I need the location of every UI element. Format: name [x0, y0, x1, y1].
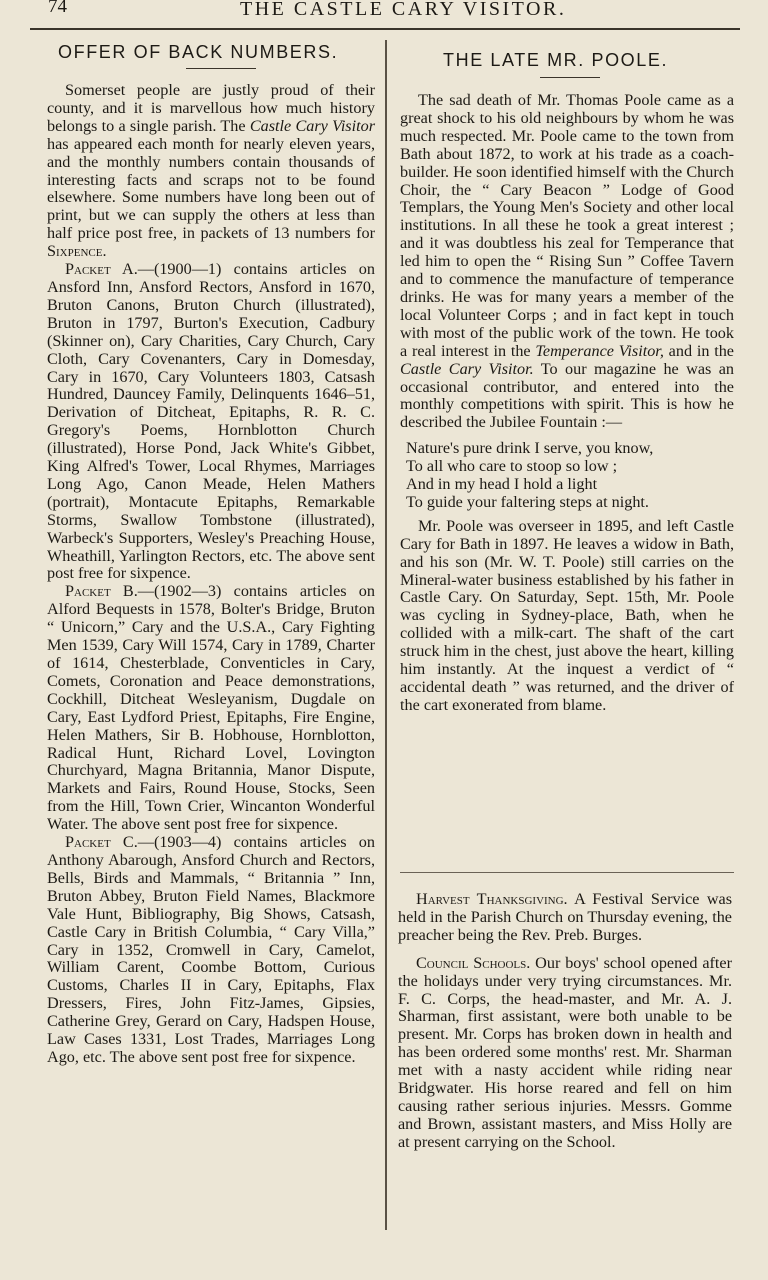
back-numbers-heading: OFFER OF BACK NUMBERS.: [58, 42, 339, 62]
packet-a-paragraph: [47, 261, 375, 583]
packet-c-label: Packet C.: [65, 833, 138, 852]
poole-paragraph-2: Mr. Poole was overseer in 1895, and left Castle Cary for Bath in 1897. He leaves a widow in Bath, and his son (Mr. W. T. Poole) still carries on the Mineral-water business established by his father in Castle Cary. On Saturday, Sept. 15th, Mr. Poole was cycling in Sydney-place, Bath, when he collided with a milk-cart. The shaft of the cart struck him in the chest, just above the heart, killing him instantly. At the inquest a verdict of “ accidental death ” was returned, and the driver of the cart exonerated from blame.: [400, 516, 734, 714]
poole-column: [400, 92, 734, 715]
poole-paragraph-1: [400, 92, 734, 432]
poole-text-b: and in the: [663, 341, 734, 360]
packet-a-label: Packet A.: [65, 260, 138, 279]
heading-rule: [186, 68, 256, 69]
header-rule: [30, 28, 740, 30]
packet-c-paragraph: [47, 834, 375, 1067]
packet-b-paragraph: [47, 583, 375, 834]
verse-line: Nature's pure drink I serve, you know,: [406, 439, 654, 458]
council-paragraph: [398, 955, 732, 1152]
jubilee-verse: [406, 440, 734, 512]
intro-paragraph: [47, 82, 375, 261]
poole-heading: THE LATE MR. POOLE.: [443, 50, 669, 70]
packet-b-label: Packet B.: [65, 582, 138, 601]
poole-heading-rule: [540, 77, 600, 78]
verse-line: To all who care to stoop so low ;: [406, 457, 618, 476]
column-divider: [385, 40, 387, 1230]
back-numbers-column: [47, 82, 375, 1067]
poole-italic-2: Castle Cary Visitor.: [400, 359, 534, 378]
packet-b-text: —(1902—3) contains articles on Alford Bequests in 1578, Bolter's Bridge, Bruton “ Unicorn,” Cary and the U.S.A., Cary Fighting Men 1539, Cary Will 1574, Cary in 1789, Charter of 1614, Chesterblade, Conventicles in Cary, Comets, Coronation and Peace demonstrations, Cockhill, Ditcheat Wesleyanism, Dugdale on Cary, East Lydford Priest, Epitaphs, Fire Engine, Helen Mathers, Sir B. Hobhouse, Hornblotton, Radical Hunt, Richard Lovel, Lovington Churchyard, Magna Britannia, Manor Dispute, Markets and Fairs, Round House, Stocks, Seen from the Hill, Town Crier, Wincanton Wonderful Water. The above sent post free for sixpence.: [47, 582, 375, 834]
harvest-label: Harvest Thanksgiving.: [416, 890, 568, 908]
poole-text-c: To our magazine he was an occasional contributor, and entered into the monthly competitions with spirit. This is how he described the Jubilee Fountain :—: [400, 359, 734, 432]
running-title: THE CASTLE CARY VISITOR.: [240, 0, 567, 20]
poole-text-a: The sad death of Mr. Thomas Poole came as a great shock to his old neighbours by whom he was much respected. Mr. Poole came to the town from Bath about 1872, to work at his trade as a coach-builder. He soon identified himself with the Church Choir, the “ Cary Beacon ” Lodge of Good Templars, the Young Men's Society and other local institutions. In all these he took a great interest ; and it was doubtless his zeal for Temperance that led him to open the “ Rising Sun ” Coffee Tavern and to commence the manufacture of temperance drinks. He was for many years a member of the local Volunteer Corps ; and in fact kept in touch with most of the public work of the town. He took a real interest in the: [400, 91, 734, 360]
verse-line: To guide your faltering steps at night.: [406, 492, 649, 511]
council-label: Council Schools.: [416, 953, 531, 972]
council-text: Our boys' school opened after the holidays under very trying circumstances. Mr. F. C. Corps, the head-master, and Mr. A. J. Sharman, first assistant, were both unable to be present. Mr. Corps has broken down in health and has been ordered some months' rest. Mr. Sharman met with a nasty accident while riding near Bridgwater. His horse reared and fell on him causing rather serious injuries. Messrs. Gomme and Brown, assistant masters, and Miss Holly are at present carrying on the School.: [398, 953, 732, 1151]
news-notes: [398, 891, 732, 1162]
packet-a-text: —(1900—1) contains articles on Ansford Inn, Ansford Rectors, Ansford in 1670, Bruton Canons, Bruton Church (illustrated), Bruton in 1797, Burton's Execution, Cadbury (Skinner on), Cary Charities, Cary Church, Cary Cloth, Cary Covenanters, Cary in Domesday, Cary in 1670, Cary Volunteers 1803, Catsash Hundred, Dauncey Family, Delinquents 1646–51, Derivation of Ditcheat, Epitaphs, R. R. C. Gregory's Poems, Hornblotton Church (illustrated), Horse Pond, Jack White's Gibbet, King Alfred's Tower, Local Rhymes, Marriages Long Ago, Canon Meade, Helen Mathers (portrait), Montacute Epitaphs, Remarkable Storms, Swallow Tombstone (illustrated), Warbeck's Supporters, Wesley's Preaching House, Wheathill, Yarlington Rectors, etc. The above sent post free for sixpence.: [47, 260, 375, 583]
intro-text: Somerset people are justly proud of their county, and it is marvellous how much history belongs to a single parish. The: [47, 81, 375, 135]
verse-line: And in my head I hold a light: [406, 475, 598, 494]
page-header: [40, 0, 740, 26]
poole-italic-1: Temperance Visitor,: [535, 341, 664, 360]
intro-price: Sixpence.: [47, 242, 107, 261]
harvest-text: A Festival Service was held in the Parish Church on Thursday evening, the preacher being the Rev. Preb. Burges.: [398, 890, 732, 944]
intro-rest: has appeared each month for nearly eleven years, and the monthly numbers contain thousands of interesting facts and scraps not to be found elsewhere. Some numbers have long been out of print, but we can supply the others at less than half price post free, in packets of 13 numbers for: [47, 134, 375, 243]
section-rule: [400, 872, 734, 873]
page-number: 74: [48, 0, 67, 17]
packet-c-text: —(1903—4) contains articles on Anthony Abarough, Ansford Church and Rectors, Bells, Birds and Mammals, “ Britannia ” Inn, Bruton Abbey, Bruton Field Names, Blackmore Vale Hunt, Bibliography, Big Shows, Catsash, Castle Cary in British Columbia, “ Cary Villa,” Cary in 1352, Cromwell in Cary, Camelot, William Carent, Coombe Bottom, Curious Customs, Charles II in Cary, Epitaphs, Flax Dressers, Fires, John Fitz-James, Gipsies, Catherine Grey, Gerard on Cary, Hadspen House, Law Cases 1331, Lost Trades, Marriages Long Ago, etc. The above sent post free for sixpence.: [47, 833, 375, 1066]
harvest-paragraph: [398, 891, 732, 945]
intro-italic: Castle Cary Visitor: [249, 116, 375, 135]
